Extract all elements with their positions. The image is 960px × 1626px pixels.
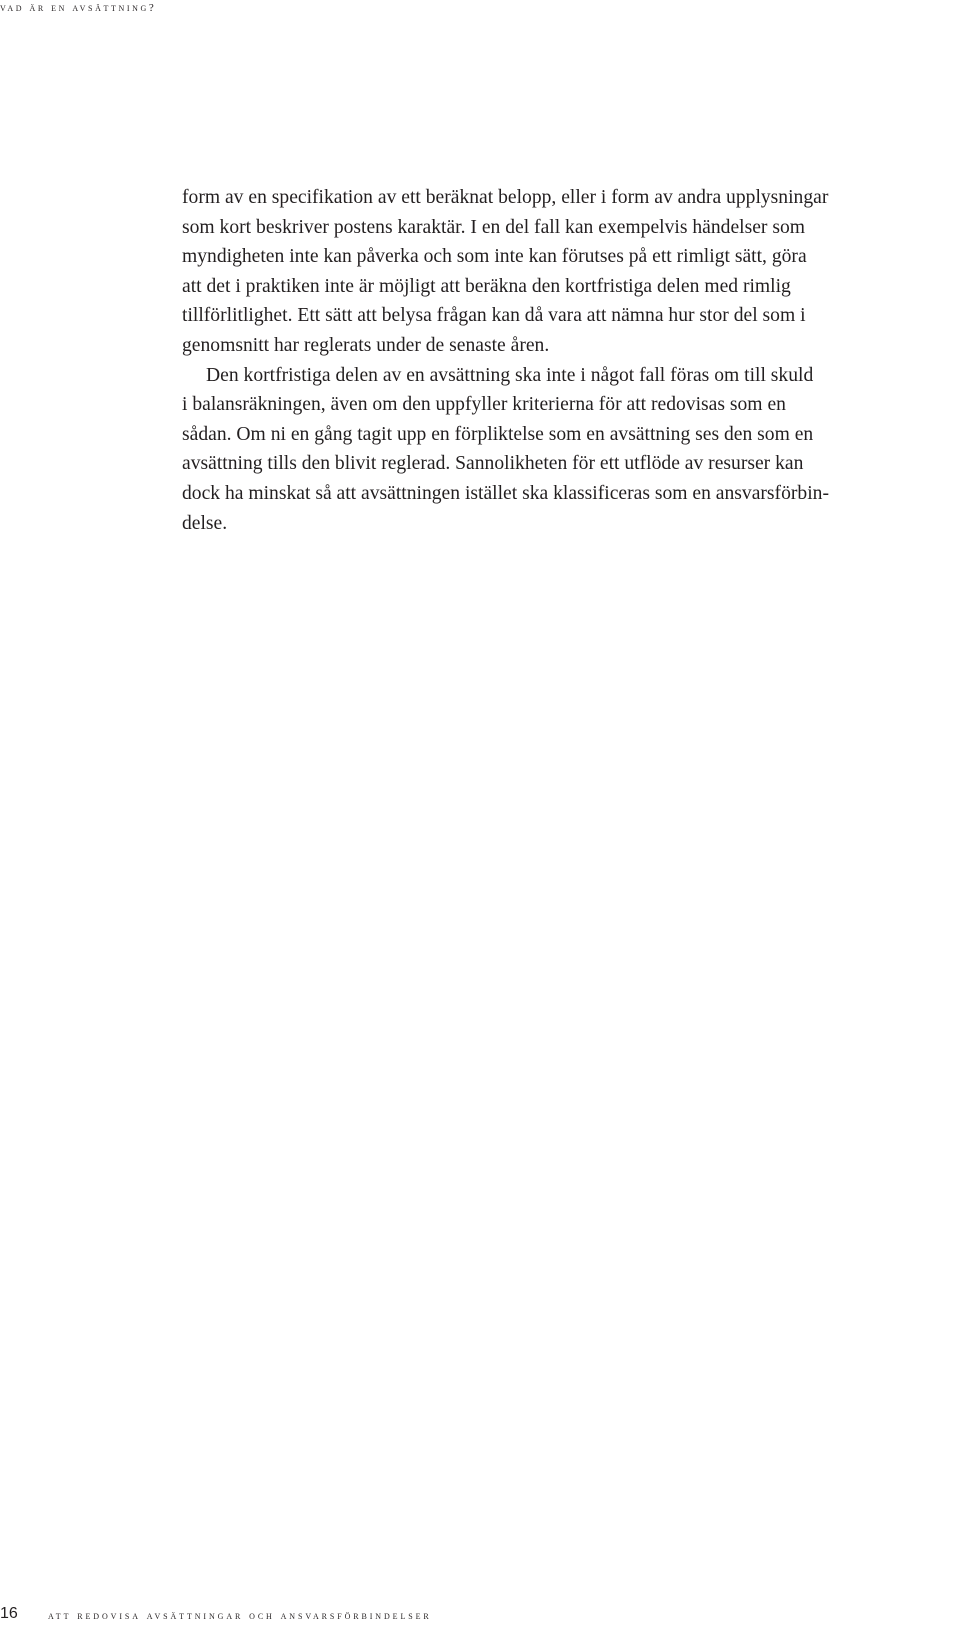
body-text [182, 183, 932, 538]
paragraph-1 [182, 183, 932, 361]
text-line: Den kortfristiga delen av en avsättning ska inte i något fall föras om till skuld [206, 364, 814, 386]
text-line: att det i praktiken inte är möjligt att beräkna den kortfristiga delen med rimlig [182, 275, 791, 297]
text-line: genomsnitt har reglerats under de senaste åren. [182, 334, 550, 356]
text-line: avsättning tills den blivit reglerad. Sannolikheten för ett utflöde av resurser kan [182, 453, 804, 475]
text-line: i balansräkningen, även om den uppfyller kriterierna för att redovisas som en [182, 394, 786, 416]
text-line: myndigheten inte kan påverka och som inte kan förutses på ett rimligt sätt, göra [182, 246, 807, 268]
text-line: form av en specifikation av ett beräknat belopp, eller i form av andra upplysningar [182, 187, 829, 208]
text-line: sådan. Om ni en gång tagit upp en förpliktelse som en avsättning ses den som en [182, 423, 814, 445]
page-number: 16 [0, 1605, 18, 1622]
text-line: delse. [182, 512, 228, 534]
running-header: vad är en avsättning? [0, 2, 157, 14]
text-line: dock ha minskat så att avsättningen istället ska klassificeras som en ansvarsförbin- [182, 482, 829, 504]
text-line: tillförlitlighet. Ett sätt att belysa frågan kan då vara att nämna hur stor del som i [182, 305, 806, 327]
text-line: som kort beskriver postens karaktär. I en del fall kan exempelvis händelser som [182, 216, 806, 238]
running-footer: att redovisa avsättningar och ansvarsförbindelser [48, 1608, 432, 1622]
paragraph-2 [182, 361, 932, 539]
